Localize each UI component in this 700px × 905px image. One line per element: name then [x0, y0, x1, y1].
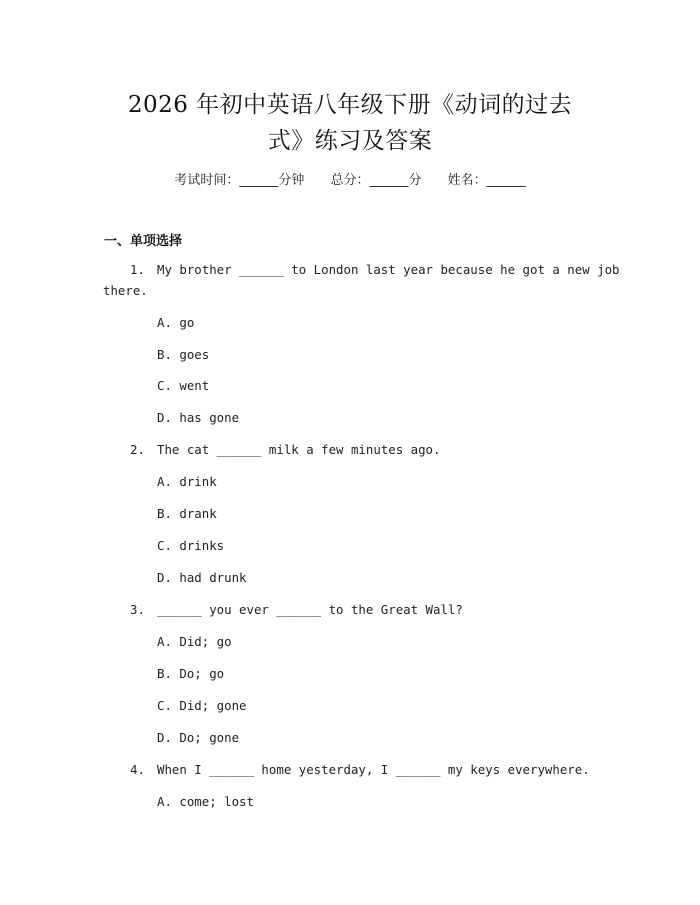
answer-option: A. Did; go — [157, 634, 232, 649]
answer-option: B. Do; go — [157, 666, 225, 681]
answer-option: B. drank — [157, 506, 217, 521]
question-text: The cat ______ milk a few minutes ago. — [157, 442, 441, 457]
question-text: My brother ______ to London last year because he got a new job — [157, 262, 620, 277]
total-score-field: 总分：______分 — [330, 173, 422, 188]
question-number: 3. — [130, 602, 145, 617]
page-title-line-2: 式》练习及答案 — [267, 128, 433, 154]
answer-option: C. went — [157, 378, 210, 393]
question-text: ______ you ever ______ to the Great Wall? — [157, 602, 463, 617]
answer-option: D. has gone — [157, 410, 240, 425]
answer-option: A. drink — [157, 474, 217, 489]
question-text-continuation: there. — [103, 283, 148, 298]
answer-option: A. come; lost — [157, 794, 254, 809]
exam-time-field: 考试时间：______分钟 — [174, 173, 305, 188]
answer-option: D. Do; gone — [157, 730, 240, 745]
student-name-field: 姓名：______ — [447, 173, 526, 188]
question-text: When I ______ home yesterday, I ______ my keys everywhere. — [157, 762, 590, 777]
page-title-line-1: 2026 年初中英语八年级下册《动词的过去 — [127, 92, 573, 118]
section-heading: 一、单项选择 — [104, 234, 183, 249]
question-number: 4. — [130, 762, 145, 777]
question-number: 1. — [130, 262, 145, 277]
exam-meta-info — [0, 169, 700, 188]
question-number: 2. — [130, 442, 145, 457]
answer-option: C. Did; gone — [157, 698, 247, 713]
answer-option: A. go — [157, 315, 195, 330]
answer-option: D. had drunk — [157, 570, 247, 585]
answer-option: B. goes — [157, 347, 210, 362]
answer-option: C. drinks — [157, 538, 225, 553]
